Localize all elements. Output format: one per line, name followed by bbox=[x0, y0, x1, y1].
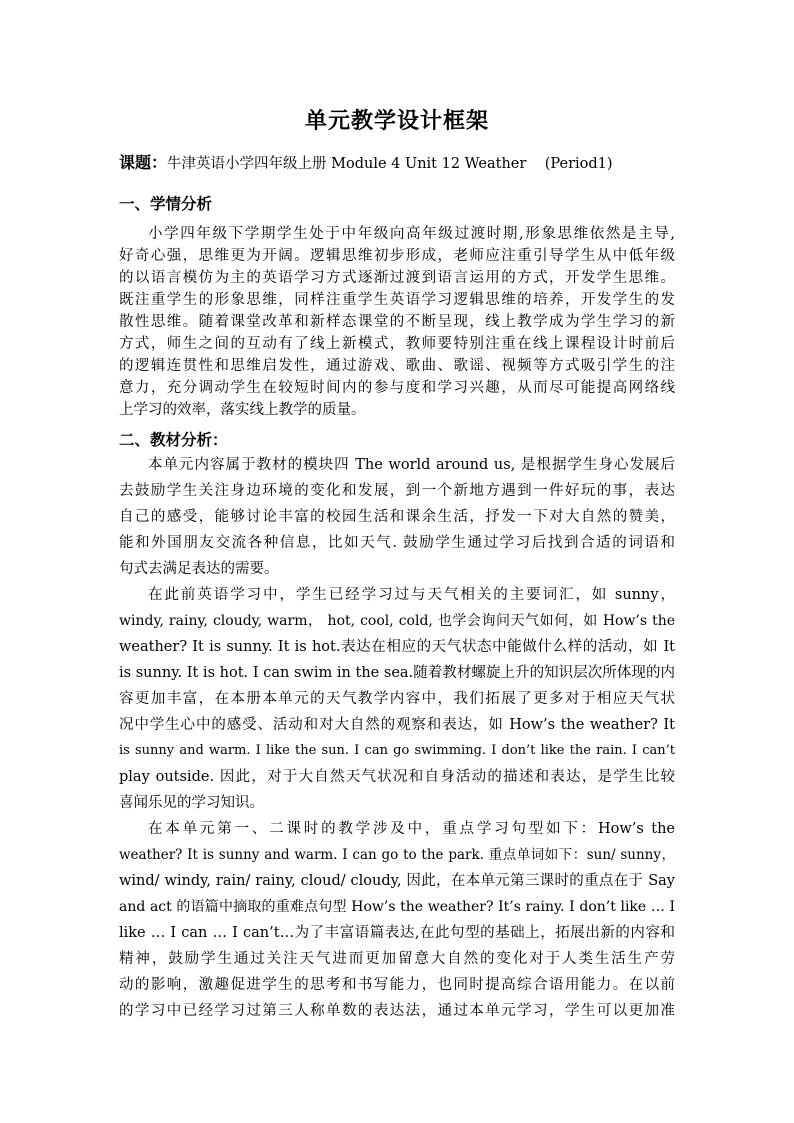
paragraph-line: 本单元内容属于教材的模块四 The world around us, 是根据学生身心发展后 bbox=[148, 457, 675, 473]
section-heading-textbook-analysis: 二、教材分析： bbox=[119, 430, 228, 449]
paragraph-line: 既注重学生的形象思维，同样注重学生英语学习逻辑思维的培养，开发学生的发 bbox=[119, 292, 675, 308]
paragraph-line: play outside. 因此，对于大自然天气状况和自身活动的描述和表达，是学生比较 bbox=[119, 769, 675, 785]
paragraph-line: windy, rainy, cloudy, warm， hot, cool, cold, 也学会询问天气如何，如 How’s the bbox=[119, 613, 675, 629]
paragraph-line: wind/ windy, rain/ rainy, cloud/ cloudy, 因此，在本单元第三课时的重点在于 Say bbox=[119, 873, 675, 889]
paragraph-line: 容更加丰富，在本册本单元的天气教学内容中，我们拓展了更多对于相应天气状 bbox=[119, 691, 675, 707]
paragraph-line: 在此前英语学习中，学生已经学习过与天气相关的主要词汇，如 sunny， bbox=[148, 587, 675, 603]
topic-text: 牛津英语小学四年级上册 Module 4 Unit 12 Weather (Period1) bbox=[167, 156, 613, 172]
paragraph-line: weather? It is sunny and warm. I can go to the park. 重点单词如下：sun/ sunny， bbox=[119, 847, 675, 863]
paragraph-line: 能和外国朋友交流各种信息，比如天气. 鼓励学生通过学习后找到合适的词语和 bbox=[119, 535, 675, 551]
paragraph-line: 方式，师生之间的互动有了线上新模式，教师要特别注重在线上课程设计时前后 bbox=[119, 336, 675, 352]
paragraph-line: and act 的语篇中摘取的重难点句型 How’s the weather? It’s rainy. I don’t like … I bbox=[119, 899, 675, 915]
paragraph-line: 在本单元第一、二课时的教学涉及中，重点学习句型如下：How’s the bbox=[148, 821, 675, 837]
paragraph-line: 散性思维。随着课堂改革和新样态课堂的不断呈现，线上教学成为学生学习的新 bbox=[119, 314, 675, 330]
paragraph-line: 意力，充分调动学生在较短时间内的参与度和学习兴趣，从而尽可能提高网络线 bbox=[119, 380, 675, 396]
section-heading-student-analysis: 一、学情分析 bbox=[119, 194, 213, 213]
paragraph-line: 好奇心强，思维更为开阔。逻辑思维初步形成，老师应注重引导学生从中低年级 bbox=[119, 248, 675, 264]
paragraph-line: 自己的感受，能够讨论丰富的校园生活和课余生活，抒发一下对大自然的赞美， bbox=[119, 509, 675, 525]
paragraph-line: like … I can … I can’t…为了丰富语篇表达,在此句型的基础上，拓展出新的内容和 bbox=[119, 925, 675, 941]
topic-label: 课题： bbox=[119, 153, 168, 172]
paragraph-line: 喜闻乐见的学习知识。 bbox=[119, 795, 264, 811]
paragraph-line: 动的影响，激趣促进学生的思考和书写能力，也同时提高综合语用能力。在以前 bbox=[119, 977, 675, 993]
paragraph-line: 的以语言模仿为主的英语学习方式逐渐过渡到语言运用的方式，开发学生思维。 bbox=[119, 270, 675, 286]
paragraph-line: 上学习的效率，落实线上教学的质量。 bbox=[119, 402, 366, 418]
paragraph-line: 况中学生心中的感受、活动和对大自然的观察和表达，如 How’s the weather? It bbox=[119, 717, 675, 733]
paragraph-line: is sunny and warm. I like the sun. I can go swimming. I don’t like the rain. I can’t bbox=[119, 743, 675, 758]
paragraph-line: weather? It is sunny. It is hot.表达在相应的天气状态中能做什么样的活动，如 It bbox=[119, 639, 675, 655]
paragraph-line: is sunny. It is hot. I can swim in the sea.随着教材螺旋上升的知识层次所体现的内 bbox=[119, 665, 675, 681]
paragraph-line: 去鼓励学生关注身边环境的变化和发展，到一个新地方遇到一件好玩的事，表达 bbox=[119, 483, 675, 499]
paragraph-line: 的学习中已经学习过第三人称单数的表达法，通过本单元学习，学生可以更加准 bbox=[119, 1003, 675, 1019]
paragraph-line: 句式去满足表达的需要。 bbox=[119, 561, 279, 577]
paragraph-line: 小学四年级下学期学生处于中年级向高年级过渡时期,形象思维依然是主导, bbox=[148, 226, 675, 242]
lesson-topic bbox=[119, 150, 613, 173]
paragraph-line: 的逻辑连贯性和思维启发性，通过游戏、歌曲、歌谣、视频等方式吸引学生的注 bbox=[119, 358, 675, 374]
document-title: 单元教学设计框架 bbox=[304, 108, 489, 134]
paragraph-line: 精神，鼓励学生通过关注天气进而更加留意大自然的变化对于人类生活生产劳 bbox=[119, 951, 675, 967]
